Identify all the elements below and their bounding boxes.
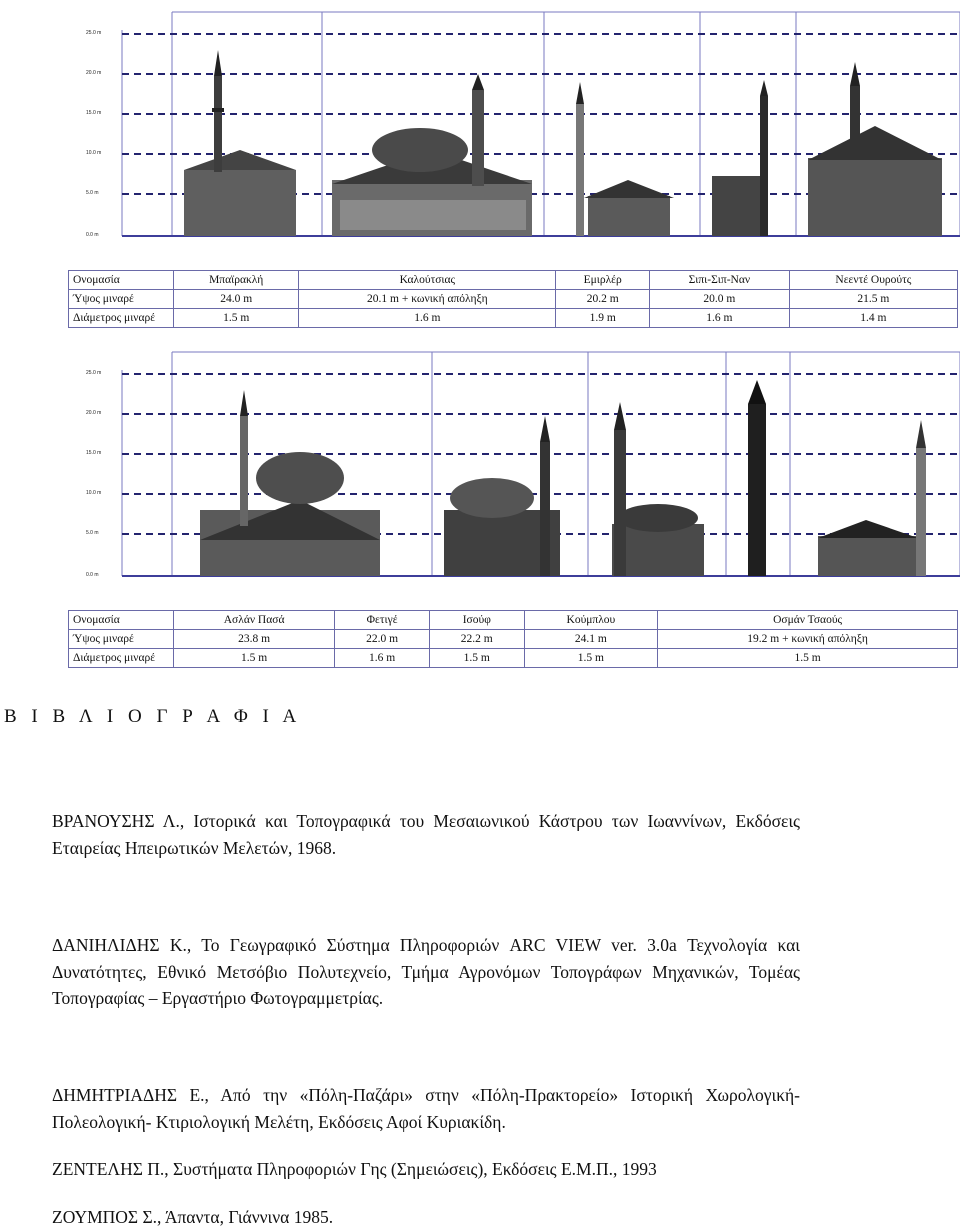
table-row — [69, 290, 958, 309]
table-row — [69, 630, 958, 649]
table-row — [69, 271, 958, 290]
mosque-name: Μπαϊρακλή — [174, 271, 299, 290]
y-tick-label: 15.0 m — [86, 450, 102, 456]
bibliography-heading: Β Ι Β Λ Ι Ο Γ Ρ Α Φ Ι Α — [4, 706, 302, 727]
mosque-table-bottom — [68, 610, 958, 668]
mosque-name: Νεεντέ Ουρούτς — [789, 271, 957, 290]
table-row — [69, 649, 958, 668]
minaret-height: 20.2 m — [556, 290, 650, 309]
y-tick-label: 0.0 m — [86, 572, 99, 578]
y-tick-label: 5.0 m — [86, 190, 99, 196]
minaret-height: 23.8 m — [174, 630, 335, 649]
mosque-name: Σιπι-Σιπ-Ναν — [649, 271, 789, 290]
mosque-photo-emirler — [576, 82, 674, 236]
minaret-diameter: 1.5 m — [524, 649, 658, 668]
reference-text: ΒΡΑΝΟΥΣΗΣ Λ., Ιστορικά και Τοπογραφικά του Μεσαιωνικού Κάστρου των Ιωαννίνων, Εκδόσεις Εταιρείας Ηπειρωτικών Μελετών, 1968. — [52, 811, 800, 858]
row-header: Διάμετρος μιναρέ — [69, 649, 174, 668]
minaret-diameter: 1.6 m — [649, 309, 789, 328]
minaret-diameter: 1.5 m — [174, 649, 335, 668]
minaret-diameter: 1.5 m — [429, 649, 524, 668]
mosque-photo-isouf — [612, 402, 704, 576]
row-header: Ύψος μιναρέ — [69, 630, 174, 649]
minaret-diameter: 1.6 m — [335, 649, 430, 668]
minaret-diameter: 1.5 m — [658, 649, 958, 668]
reference-item — [52, 932, 800, 1012]
mosque-photo-bairakli — [184, 50, 296, 236]
y-tick-label: 20.0 m — [86, 70, 102, 76]
minaret-diameter: 1.5 m — [174, 309, 299, 328]
y-tick-label: 15.0 m — [86, 110, 102, 116]
minaret-height: 24.1 m — [524, 630, 658, 649]
reference-text: ΔΗΜΗΤΡΙΑΔΗΣ Ε., Από την «Πόλη-Παζάρι» στην «Πόλη-Πρακτορείο» Ιστορική Χωρολογική-Πολεολογική- Κτιριολογική Μελέτη, Εκδόσεις Αφοί Κυριακίδη. — [52, 1085, 800, 1132]
minaret-diameter: 1.9 m — [556, 309, 650, 328]
reference-text: ΖΟΥΜΠΟΣ Σ., Άπαντα, Γιάννινα 1985. — [52, 1207, 334, 1227]
y-tick-label: 20.0 m — [86, 410, 102, 416]
minaret-diameter: 1.6 m — [299, 309, 556, 328]
mosque-photo-aslan-pasa — [200, 390, 380, 576]
y-tick-label: 5.0 m — [86, 530, 99, 536]
mosque-photo-neente-ourouts — [808, 62, 942, 236]
mosque-table-top — [68, 270, 958, 328]
table-row — [69, 611, 958, 630]
minaret-height: 24.0 m — [174, 290, 299, 309]
reference-item — [52, 808, 800, 861]
row-header: Ονομασία — [69, 271, 174, 290]
row-header: Ύψος μιναρέ — [69, 290, 174, 309]
reference-text: ΔΑΝΙΗΛΙΔΗΣ Κ., Το Γεωγραφικό Σύστημα Πληροφοριών ARC VIEW ver. 3.0a Τεχνολογία και Δυνατότητες, Εθνικό Μετσόβιο Πολυτεχνείο, Τμήμα Αγρονόμων Τοπογράφων Μηχανικών, Τομέας Τοπογραφίας – Εργαστήριο Φωτογραμμετρίας. — [52, 935, 800, 1008]
y-tick-label: 10.0 m — [86, 150, 102, 156]
table-row — [69, 309, 958, 328]
mosque-name: Εμιρλέρ — [556, 271, 650, 290]
mosque-photo-sipi-sip-nan — [712, 80, 768, 236]
y-tick-label: 25.0 m — [86, 370, 102, 376]
mosque-panel-top — [0, 0, 960, 340]
mosque-photo-osman-tsaous — [818, 420, 926, 576]
row-header: Διάμετρος μιναρέ — [69, 309, 174, 328]
reference-item — [52, 1204, 800, 1231]
minaret-height: 21.5 m — [789, 290, 957, 309]
y-tick-label: 25.0 m — [86, 30, 102, 36]
reference-text: ΖΕΝΤΕΛΗΣ Π., Συστήματα Πληροφοριών Γης (Σημειώσεις), Εκδόσεις Ε.Μ.Π., 1993 — [52, 1159, 657, 1179]
mosque-name: Ισούφ — [429, 611, 524, 630]
mosque-panel-bottom — [0, 340, 960, 680]
mosque-name: Καλούτσιας — [299, 271, 556, 290]
mosque-name: Φετιγέ — [335, 611, 430, 630]
mosque-photo-fetiye — [444, 416, 560, 576]
minaret-height: 20.1 m + κωνική απόληξη — [299, 290, 556, 309]
reference-item — [52, 1082, 800, 1135]
minaret-height: 22.0 m — [335, 630, 430, 649]
reference-item — [52, 1156, 800, 1183]
minaret-diameter: 1.4 m — [789, 309, 957, 328]
minaret-height: 22.2 m — [429, 630, 524, 649]
y-tick-label: 10.0 m — [86, 490, 102, 496]
minaret-height: 19.2 m + κωνική απόληξη — [658, 630, 958, 649]
row-header: Ονομασία — [69, 611, 174, 630]
mosque-photo-koumplou — [748, 380, 766, 576]
mosque-name: Ασλάν Πασά — [174, 611, 335, 630]
y-tick-label: 0.0 m — [86, 232, 99, 238]
mosque-name: Κούμπλου — [524, 611, 658, 630]
mosque-name: Οσμάν Τσαούς — [658, 611, 958, 630]
minaret-height: 20.0 m — [649, 290, 789, 309]
